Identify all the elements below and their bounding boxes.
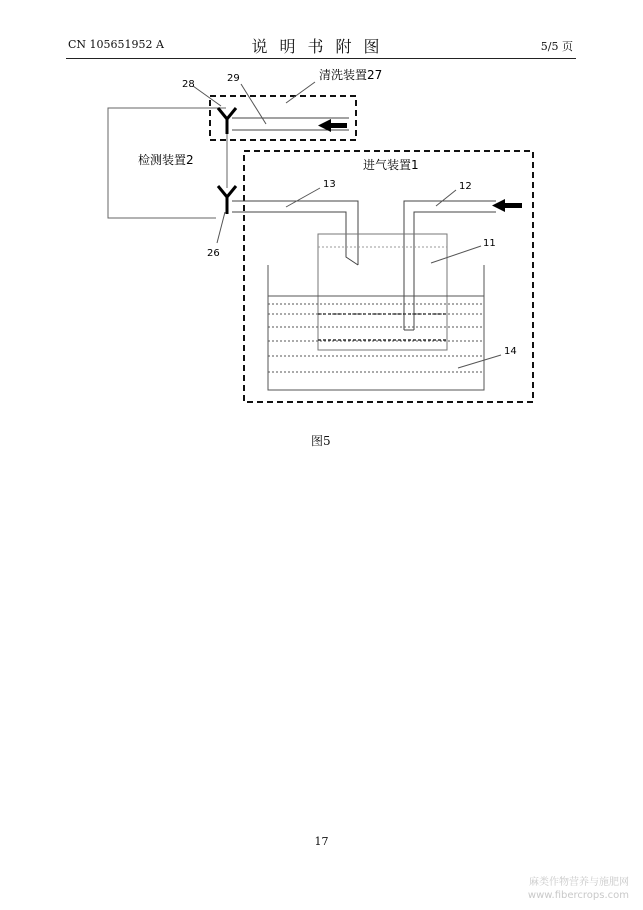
- page-number: 17: [314, 835, 329, 848]
- ref-11: 11: [483, 238, 496, 249]
- ref-14: 14: [504, 346, 517, 357]
- ref-13: 13: [323, 179, 336, 190]
- ref-26: 26: [207, 248, 220, 259]
- figure-caption: 图5: [311, 434, 331, 448]
- pipe-13-inner: [232, 212, 358, 265]
- intake-inflow-arrow: [492, 199, 522, 212]
- intake-device-box: [244, 151, 533, 402]
- detect-device-label: 检测装置2: [138, 153, 194, 167]
- ref-28: 28: [182, 79, 195, 90]
- clean-device-label: 清洗装置27: [319, 68, 383, 82]
- page-title: 说明书附图: [251, 37, 392, 56]
- intake-device-label: 进气装置1: [363, 158, 419, 172]
- pipe-12-outer: [404, 201, 496, 330]
- chamber-11: [318, 234, 447, 350]
- patent-number: CN 105651952 A: [68, 38, 164, 51]
- y-fitting-26: [218, 186, 236, 214]
- watermark-line2: www.fibercrops.com: [527, 890, 629, 901]
- ref-29: 29: [227, 73, 240, 84]
- ref-12: 12: [459, 181, 472, 192]
- watermark: [528, 876, 629, 902]
- pipe-13-outer: [232, 201, 358, 265]
- watermark-line1: 麻类作物营养与施肥网: [529, 877, 629, 888]
- page-count: 5/5 页: [540, 40, 573, 53]
- liquid-layers: [268, 296, 484, 372]
